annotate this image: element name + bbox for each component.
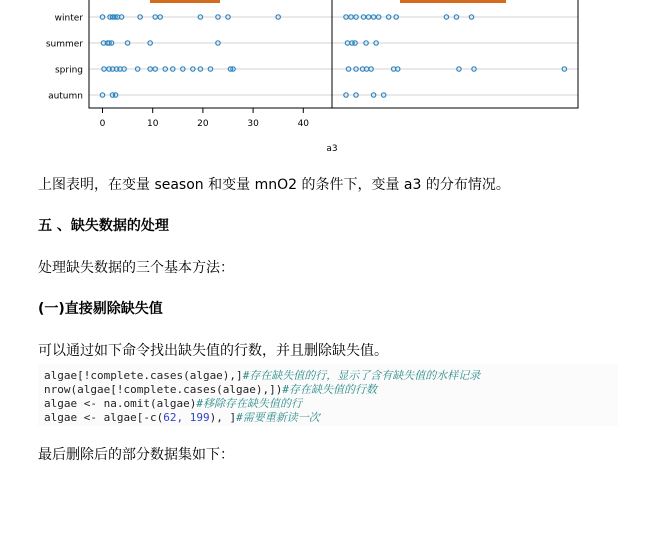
y-tick-label: autumn: [48, 91, 83, 102]
x-tick-label: 0: [99, 119, 106, 129]
lattice-dotplot: [0, 0, 663, 160]
code-comment: #需要重新读一次: [236, 411, 320, 424]
y-tick-label: winter: [54, 13, 83, 24]
x-tick-label: 10: [146, 119, 159, 129]
code-line: [44, 397, 618, 411]
code-line: [44, 383, 618, 397]
x-tick-label: 30: [247, 119, 259, 129]
code-number: 62, 199: [163, 411, 210, 424]
intro-text: 处理缺失数据的三个基本方法：: [38, 260, 234, 276]
y-tick-label: summer: [45, 39, 83, 50]
strip-bar: [400, 0, 506, 3]
code-text: ), ]: [209, 411, 237, 424]
x-tick-label: 20: [197, 119, 209, 129]
dotplot-svg: [0, 0, 663, 160]
x-axis-label: a3: [326, 144, 338, 154]
subheading: (一)直接剔除缺失值: [38, 301, 163, 317]
section-heading: 五 、缺失数据的处理: [38, 218, 169, 234]
figure-caption: 上图表明，在变量 season 和变量 mnO2 的条件下，变量 a3 的分布情况。: [38, 177, 510, 193]
code-block: [38, 364, 618, 426]
code-text: algae <- algae[-c(: [44, 411, 164, 424]
code-text: algae[!complete.cases(algae),]: [44, 369, 243, 382]
code-text: nrow(algae[!complete.cases(algae),]): [44, 383, 283, 396]
code-text: algae <- na.omit(algae): [44, 397, 197, 410]
x-tick-label: 40: [297, 119, 310, 129]
code-line: [44, 369, 618, 383]
panel-frame: [89, 0, 332, 108]
y-tick-label: spring: [54, 65, 83, 76]
code-comment: #移除存在缺失值的行: [196, 397, 302, 410]
code-comment: #存在缺失值的行数: [282, 383, 378, 396]
code-line: [44, 411, 618, 425]
code-comment: #存在缺失值的行，显示了含有缺失值的水样记录: [242, 369, 481, 382]
closing-text: 最后删除后的部分数据集如下：: [38, 447, 234, 463]
method-text: 可以通过如下命令找出缺失值的行数，并且删除缺失值。: [38, 343, 388, 359]
strip-bar: [150, 0, 220, 3]
